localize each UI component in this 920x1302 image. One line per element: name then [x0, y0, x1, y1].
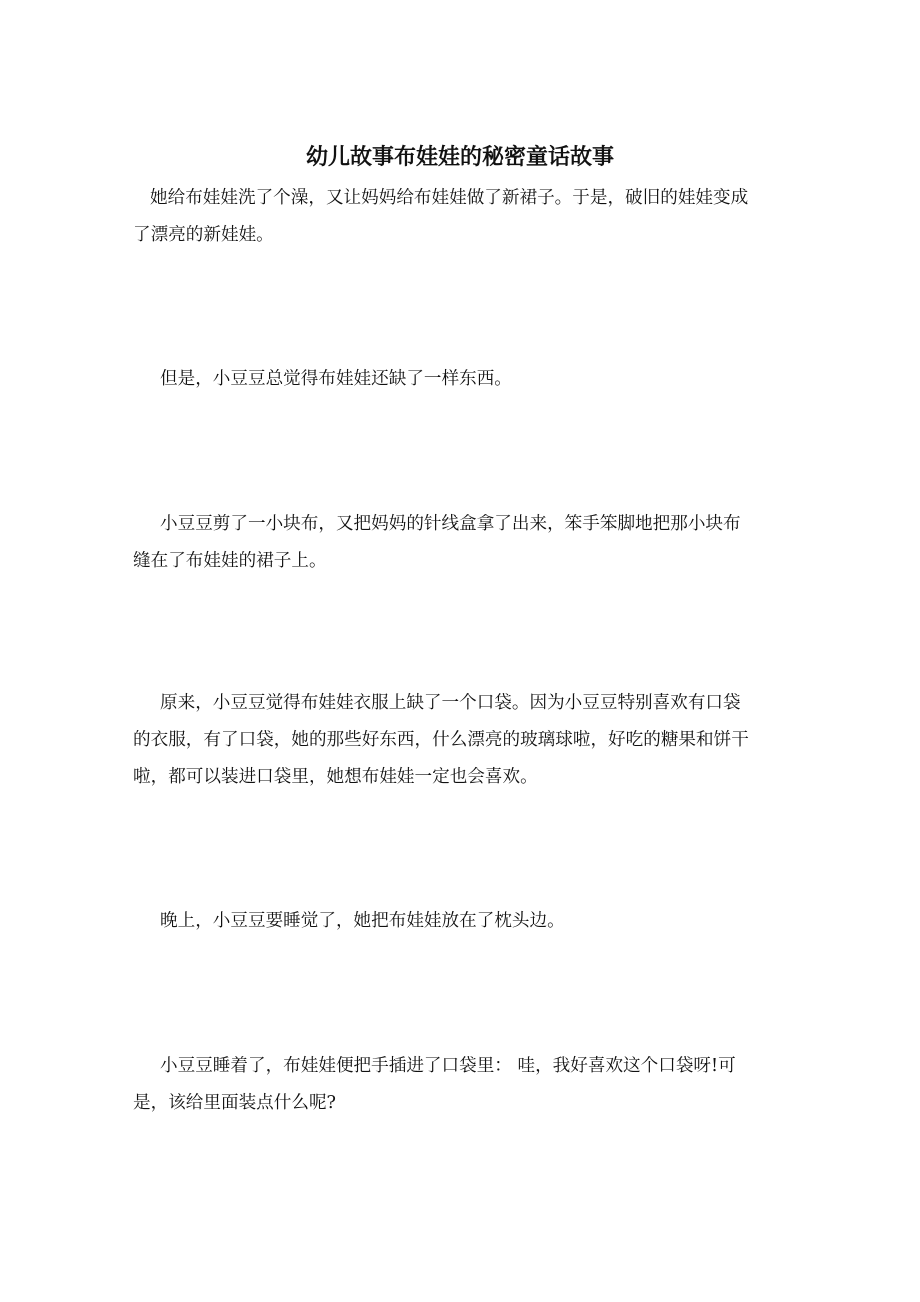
paragraph-line: 缝在了布娃娃的裙子上。: [133, 551, 327, 571]
paragraph-line: 原来，小豆豆觉得布娃娃衣服上缺了一个口袋。因为小豆豆特别喜欢有口袋: [160, 693, 741, 713]
paragraph-4: [133, 685, 793, 796]
paragraph-line: 她给布娃娃洗了个澡，又让妈妈给布娃娃做了新裙子。于是，破旧的娃娃变成: [150, 188, 749, 208]
paragraph-line: 晚上，小豆豆要睡觉了，她把布娃娃放在了枕头边。: [160, 911, 565, 931]
paragraph-line: 小豆豆剪了一小块布，又把妈妈的针线盒拿了出来，笨手笨脚地把那小块布: [160, 514, 741, 534]
paragraph-2: [133, 361, 793, 398]
paragraph-line: 啦，都可以装进口袋里，她想布娃娃一定也会喜欢。: [133, 767, 538, 787]
paragraph-line: 但是，小豆豆总觉得布娃娃还缺了一样东西。: [160, 369, 512, 389]
paragraph-line: 小豆豆睡着了，布娃娃便把手插进了口袋里： 哇，我好喜欢这个口袋呀!可: [160, 1056, 736, 1076]
paragraph-line: 了漂亮的新娃娃。: [133, 225, 274, 245]
paragraph-line: 的衣服，有了口袋，她的那些好东西，什么漂亮的玻璃球啦，好吃的糖果和饼干: [133, 730, 749, 750]
paragraph-6: [133, 1048, 793, 1122]
document-title: 幼儿故事布娃娃的秘密童话故事: [305, 144, 614, 170]
paragraph-line: 是，该给里面装点什么呢?: [133, 1093, 336, 1113]
paragraph-5: [133, 903, 793, 940]
paragraph-3: [133, 506, 793, 580]
paragraph-1: [133, 180, 793, 254]
